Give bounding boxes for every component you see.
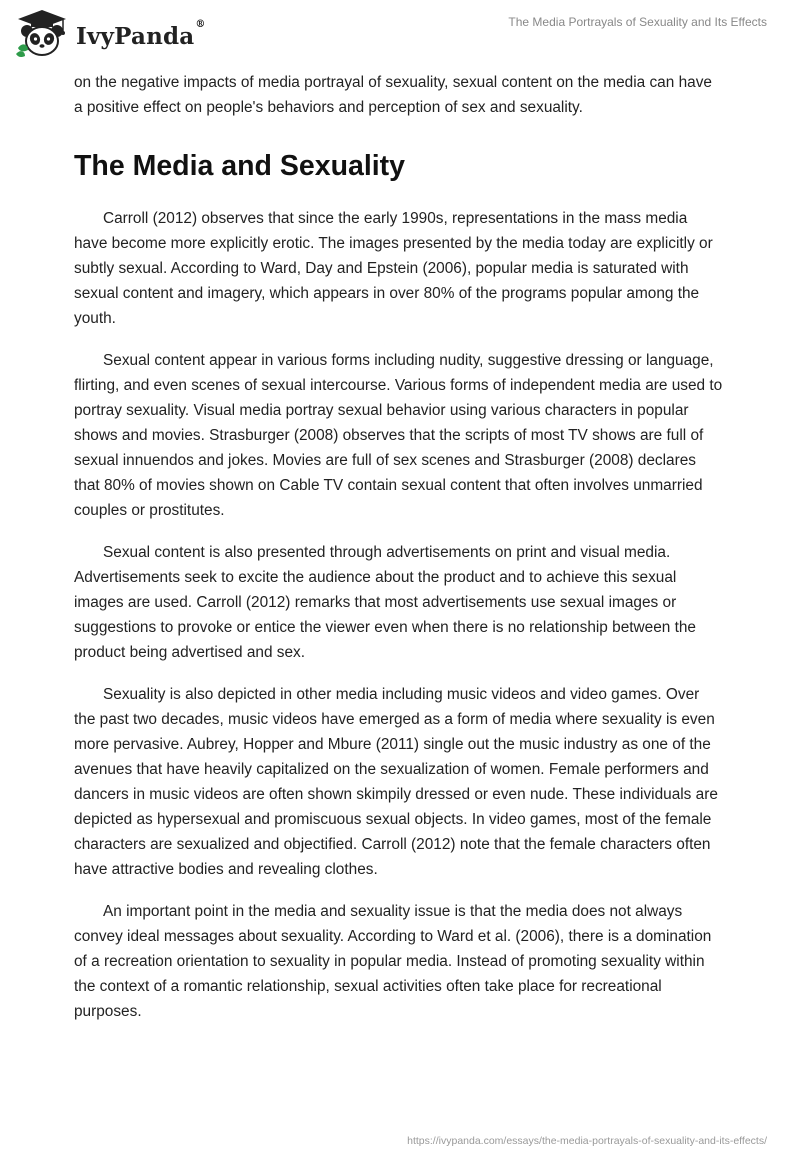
body-paragraph: Carroll (2012) observes that since the early 1990s, representations in the mass media have become more explicitly erotic. The images presented by the media today are explicitly or subtly sexual. According to Ward, Day and Epstein (2006), popular media is saturated with sexual content and imagery, which appears in over 80% of the programs popular among the youth. xyxy=(74,210,713,327)
brand-logo[interactable] xyxy=(14,8,206,60)
brand-name: IvyPanda® xyxy=(76,18,206,50)
body-paragraph: Sexual content is also presented through advertisements on print and visual media. Advertisements seek to excite the audience about the product and to achieve this sexual images are used. Carroll (2012) remarks that most advertisements use sexual images or suggestions to provoke or entice the viewer even when there is no relationship between the product being advertised and sex. xyxy=(74,544,696,661)
page-header xyxy=(0,0,800,70)
continued-paragraph: on the negative impacts of media portrayal of sexuality, sexual content on the media can have a positive effect on people's behaviors and perception of sex and sexuality. xyxy=(74,74,712,116)
body-paragraph: An important point in the media and sexuality issue is that the media does not always convey ideal messages about sexuality. According to Ward et al. (2006), there is a domination of a recreation orientation to sexuality in popular media. Instead of promoting sexuality within the context of a romantic relationship, sexual activities often take place for recreational purposes. xyxy=(74,903,712,1020)
essay-body xyxy=(74,70,724,1041)
source-url-link[interactable]: https://ivypanda.com/essays/the-media-portrayals-of-sexuality-and-its-effects/ xyxy=(407,1135,767,1147)
panda-graduate-icon xyxy=(14,8,70,60)
body-paragraph: Sexual content appear in various forms including nudity, suggestive dressing or language, flirting, and even scenes of sexual intercourse. Various forms of independent media are used to portray sexuality. Visual media portray sexual behavior using various characters in popular shows and movies. Strasburger (2008) observes that the scripts of most TV shows are full of sexual innuendos and jokes. Movies are full of sex scenes and Strasburger (2008) declares that 80% of movies shown on Cable TV contain sexual content that often involves unmarried couples or prostitutes. xyxy=(74,352,723,519)
registered-mark: ® xyxy=(195,18,206,30)
document-title: The Media Portrayals of Sexuality and Its Effects xyxy=(508,15,767,29)
body-paragraph: Sexuality is also depicted in other media including music videos and video games. Over the past two decades, music videos have emerged as a form of media where sexuality is even more pervasive. Aubrey, Hopper and Mbure (2011) single out the music industry as one of the avenues that have heavily capitalized on the sexualization of women. Female performers and dancers in music videos are often shown skimpily dressed or even nude. These individuals are depicted as hypersexual and promiscuous sexual objects. In video games, most of the female characters are sexualized and objectified. Carroll (2012) note that the female characters often have attractive bodies and revealing clothes. xyxy=(74,686,718,878)
section-heading: The Media and Sexuality xyxy=(74,150,406,182)
